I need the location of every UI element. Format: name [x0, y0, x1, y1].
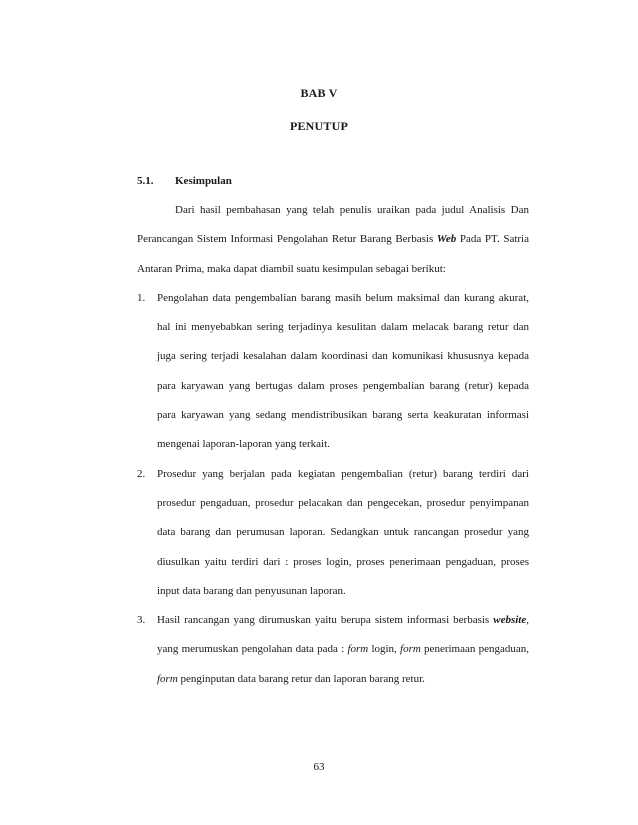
page-number: 63 [313, 761, 325, 773]
web-emphasis: Web [436, 233, 457, 246]
section-body [137, 196, 529, 694]
form-emphasis: form [157, 672, 178, 685]
section-title: Kesimpulan [175, 175, 232, 187]
website-emphasis: website [493, 614, 527, 627]
list-item-text: Pengolahan data pengembalian barang masih belum maksimal dan kurang akurat, hal ini menyebabkan sering terjadinya kesulitan dalam melacak barang retur dan juga sering terjadi kesalahan dalam koordinasi dan komunikasi khususnya kepada para karyawan yang bertugas dalam proses pengembalian barang (retur) kepada para karyawan yang sedang mendistribusikan barang serta keakuratan informasi mengenai laporan-laporan yang terkait. [157, 291, 529, 451]
form-emphasis: form [347, 643, 369, 656]
list-marker: 2. [137, 467, 146, 480]
list-item [137, 606, 529, 694]
list-marker: 3. [137, 614, 146, 627]
list-item-text: Prosedur yang berjalan pada kegiatan pengembalian (retur) barang terdiri dari prosedur pengaduan, prosedur pelacakan dan pengecekan, prosedur penyimpanan data barang dan perumusan laporan. Sedangkan untuk rancangan prosedur yang diusulkan yaitu terdiri dari : proses login, proses penerimaan pengaduan, proses input data barang dan penyusunan laporan. [157, 467, 529, 597]
list-item [137, 460, 529, 606]
conclusion-list [137, 284, 529, 694]
section-number: 5.1. [137, 175, 154, 187]
list-marker: 1. [137, 291, 146, 304]
list-item [137, 284, 529, 460]
section-heading [137, 175, 232, 187]
list-item-text: Hasil rancangan yang dirumuskan yaitu berupa sistem informasi berbasis website, yang merumuskan pengolahan data pada : form login, form penerimaan pengaduan, form penginputan data barang retur dan laporan barang retur. [157, 614, 529, 685]
chapter-title: PENUTUP [289, 119, 349, 133]
intro-paragraph: Dari hasil pembahasan yang telah penulis uraikan pada judul Analisis Dan Perancangan Sistem Informasi Pengolahan Retur Barang Berbasis Web Pada PT. Satria Antaran Prima, maka dapat diambil suatu kesimpulan sebagai berikut: [137, 204, 529, 275]
chapter-heading: BAB V [300, 86, 338, 100]
form-emphasis: form [400, 643, 421, 656]
